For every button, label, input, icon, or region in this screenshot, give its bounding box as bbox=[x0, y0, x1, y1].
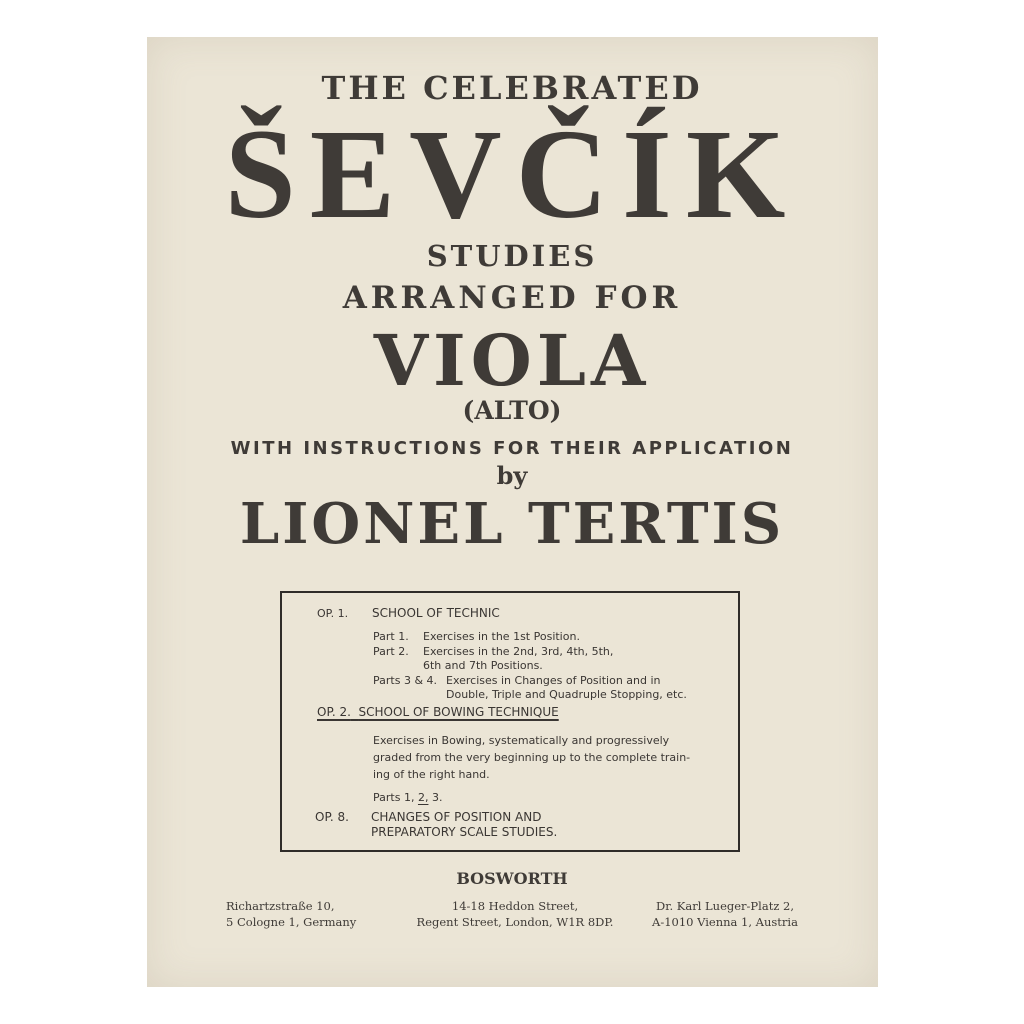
title-line-studies: STUDIES bbox=[426, 239, 598, 273]
title-line-arranged: ARRANGED FOR bbox=[342, 280, 682, 316]
contents-box bbox=[280, 591, 740, 852]
parts34-text-2: Double, Triple and Quadruple Stopping, etc. bbox=[446, 688, 687, 701]
part1-label: Part 1. bbox=[373, 630, 409, 643]
address-vienna-line-1: Dr. Karl Lueger-Platz 2, bbox=[655, 899, 795, 913]
op1-title: SCHOOL OF TECHNIC bbox=[372, 606, 500, 620]
parts34-label: Parts 3 & 4. bbox=[373, 674, 438, 687]
instrument-alt: (ALTO) bbox=[462, 396, 562, 425]
address-vienna-line-2: A-1010 Vienna 1, Austria bbox=[652, 915, 798, 929]
address-cologne-line-2: 5 Cologne 1, Germany bbox=[226, 915, 357, 929]
op2-desc-1: Exercises in Bowing, systematically and progressively bbox=[373, 734, 670, 747]
by-line: by bbox=[496, 461, 528, 490]
part2-text-1: Exercises in the 2nd, 3rd, 4th, 5th, bbox=[423, 645, 614, 658]
op2-heading bbox=[317, 706, 599, 719]
composer-name: ŠEVČÍK bbox=[224, 103, 800, 245]
op1-number: OP. 1. bbox=[317, 607, 349, 620]
author-name: LIONEL TERTIS bbox=[239, 491, 785, 557]
part2-text-2: 6th and 7th Positions. bbox=[423, 659, 543, 672]
address-vienna bbox=[630, 898, 820, 930]
op2-part-2: 2, bbox=[417, 791, 429, 804]
address-london-line-2: Regent Street, London, W1R 8DP. bbox=[416, 915, 614, 929]
part2-label: Part 2. bbox=[373, 645, 409, 658]
publisher-name: BOSWORTH bbox=[456, 869, 568, 888]
address-london bbox=[400, 898, 630, 930]
instrument-name: VIOLA bbox=[373, 319, 651, 402]
op8-title-2: PREPARATORY SCALE STUDIES. bbox=[371, 825, 558, 839]
op2-number: OP. 2. bbox=[317, 705, 351, 719]
parts34-text-1: Exercises in Changes of Position and in bbox=[446, 674, 661, 687]
address-cologne-line-1: Richartzstraße 10, bbox=[226, 899, 335, 913]
op8-title-1: CHANGES OF POSITION AND bbox=[371, 810, 542, 824]
address-cologne bbox=[226, 898, 356, 930]
address-london-line-1: 14-18 Heddon Street, bbox=[451, 899, 579, 913]
op2-part-3: 3. bbox=[431, 791, 443, 804]
title-line-celebrated: THE CELEBRATED bbox=[321, 69, 703, 107]
op2-desc-2: graded from the very beginning up to the complete train- bbox=[373, 751, 691, 764]
op2-desc-3: ing of the right hand. bbox=[373, 768, 490, 781]
op2-parts bbox=[373, 791, 442, 804]
op2-title: SCHOOL OF BOWING TECHNIQUE bbox=[358, 705, 559, 719]
part1-text: Exercises in the 1st Position. bbox=[423, 630, 580, 643]
op2-parts-label: Parts 1, bbox=[373, 791, 415, 804]
op8-number: OP. 8. bbox=[315, 810, 349, 824]
instructions-line: WITH INSTRUCTIONS FOR THEIR APPLICATION bbox=[230, 438, 794, 459]
